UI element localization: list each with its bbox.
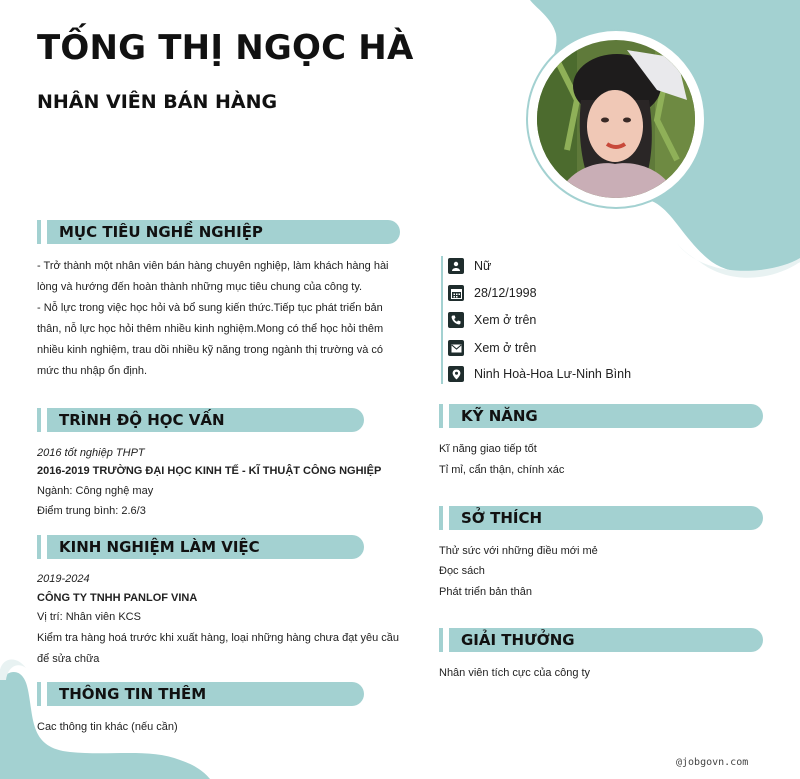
experience-position: Vị trí: Nhân viên KCS: [37, 611, 141, 623]
contact-address: [448, 364, 631, 384]
section-skills-title: KỸ NĂNG: [461, 407, 538, 425]
hobby-item: Phát triển bản thân: [439, 586, 532, 598]
section-hobbies-header: [439, 506, 763, 530]
education-major: Ngành: Công nghệ may: [37, 485, 154, 497]
experience-company: CÔNG TY TNHH PANLOF VINA: [37, 592, 198, 604]
objective-line: mức thu nhập ổn định.: [37, 365, 148, 377]
section-hobbies-title: SỞ THÍCH: [461, 509, 543, 527]
objective-paragraph: [37, 256, 397, 382]
calendar-icon: [448, 285, 464, 301]
skill-item: Tỉ mỉ, cẩn thận, chính xác: [439, 464, 565, 476]
section-extra-title: THÔNG TIN THÊM: [59, 685, 207, 703]
section-objective-title: MỤC TIÊU NGHỀ NGHIỆP: [59, 223, 263, 241]
contact-accent-bar: [441, 256, 443, 384]
mail-icon: [448, 340, 464, 356]
location-pin-icon: [448, 366, 464, 382]
avatar: [528, 31, 704, 207]
section-awards-header: [439, 628, 763, 652]
section-experience-title: KINH NGHIỆM LÀM VIỆC: [59, 538, 260, 556]
objective-line: lòng và hướng đến hoàn thành những mục tiêu chung của công ty.: [37, 281, 363, 293]
contact-gender: [448, 256, 491, 276]
section-experience-header: [37, 535, 364, 559]
experience-period: 2019-2024: [37, 573, 90, 585]
objective-line: nhiều kinh nghiệm, trau dồi nhiều kỹ năng trong ngành thị trường và có: [37, 344, 384, 356]
contact-birthday-text: 28/12/1998: [474, 286, 537, 300]
avatar-photo: [537, 40, 695, 198]
objective-line: thân, nỗ lực học hỏi thêm nhiều kinh nghiệm.Mong có thể học hỏi thêm: [37, 323, 384, 335]
education-school: 2016-2019 TRƯỜNG ĐẠI HỌC KINH TẾ - KĨ THUẬT CÔNG NGHIỆP: [37, 465, 382, 477]
job-title: NHÂN VIÊN BÁN HÀNG: [37, 91, 278, 113]
section-extra-header: [37, 682, 364, 706]
contact-address-text: Ninh Hoà-Hoa Lư-Ninh Bình: [474, 367, 632, 381]
education-period: 2016 tốt nghiệp THPT: [37, 447, 145, 459]
section-awards-title: GIẢI THƯỞNG: [461, 631, 575, 649]
skill-item: Kĩ năng giao tiếp tốt: [439, 443, 537, 455]
objective-line: - Nỗ lực trong việc học hỏi và bổ sung kiến thức.Tiếp tục phát triển bản: [37, 302, 383, 314]
candidate-name: TỐNG THỊ NGỌC HÀ: [37, 28, 414, 68]
education-gpa: Điểm trung bình: 2.6/3: [37, 505, 146, 517]
section-skills-header: [439, 404, 763, 428]
contact-birthday: [448, 283, 537, 303]
extra-text: Cac thông tin khác (nếu cần): [37, 721, 178, 733]
section-education-title: TRÌNH ĐỘ HỌC VẤN: [59, 411, 225, 429]
section-objective-header: [37, 220, 400, 244]
contact-email: [448, 338, 536, 358]
contact-gender-text: Nữ: [474, 259, 492, 273]
person-icon: [448, 258, 464, 274]
contact-phone: [448, 310, 536, 330]
contact-email-text: Xem ở trên: [474, 341, 537, 355]
experience-description: để sửa chữa: [37, 653, 100, 665]
award-item: Nhân viên tích cực của công ty: [439, 667, 591, 679]
contact-phone-text: Xem ở trên: [474, 313, 537, 327]
experience-description: Kiểm tra hàng hoá trước khi xuất hàng, loại những hàng chưa đạt yêu cầu: [37, 632, 399, 644]
hobby-item: Thử sức với những điều mới mẻ: [439, 545, 598, 557]
section-education-header: [37, 408, 364, 432]
phone-icon: [448, 312, 464, 328]
objective-line: - Trở thành một nhân viên bán hàng chuyên nghiệp, làm khách hàng hài: [37, 260, 389, 272]
watermark: @jobgovn.com: [676, 757, 749, 768]
hobby-item: Đọc sách: [439, 565, 485, 577]
